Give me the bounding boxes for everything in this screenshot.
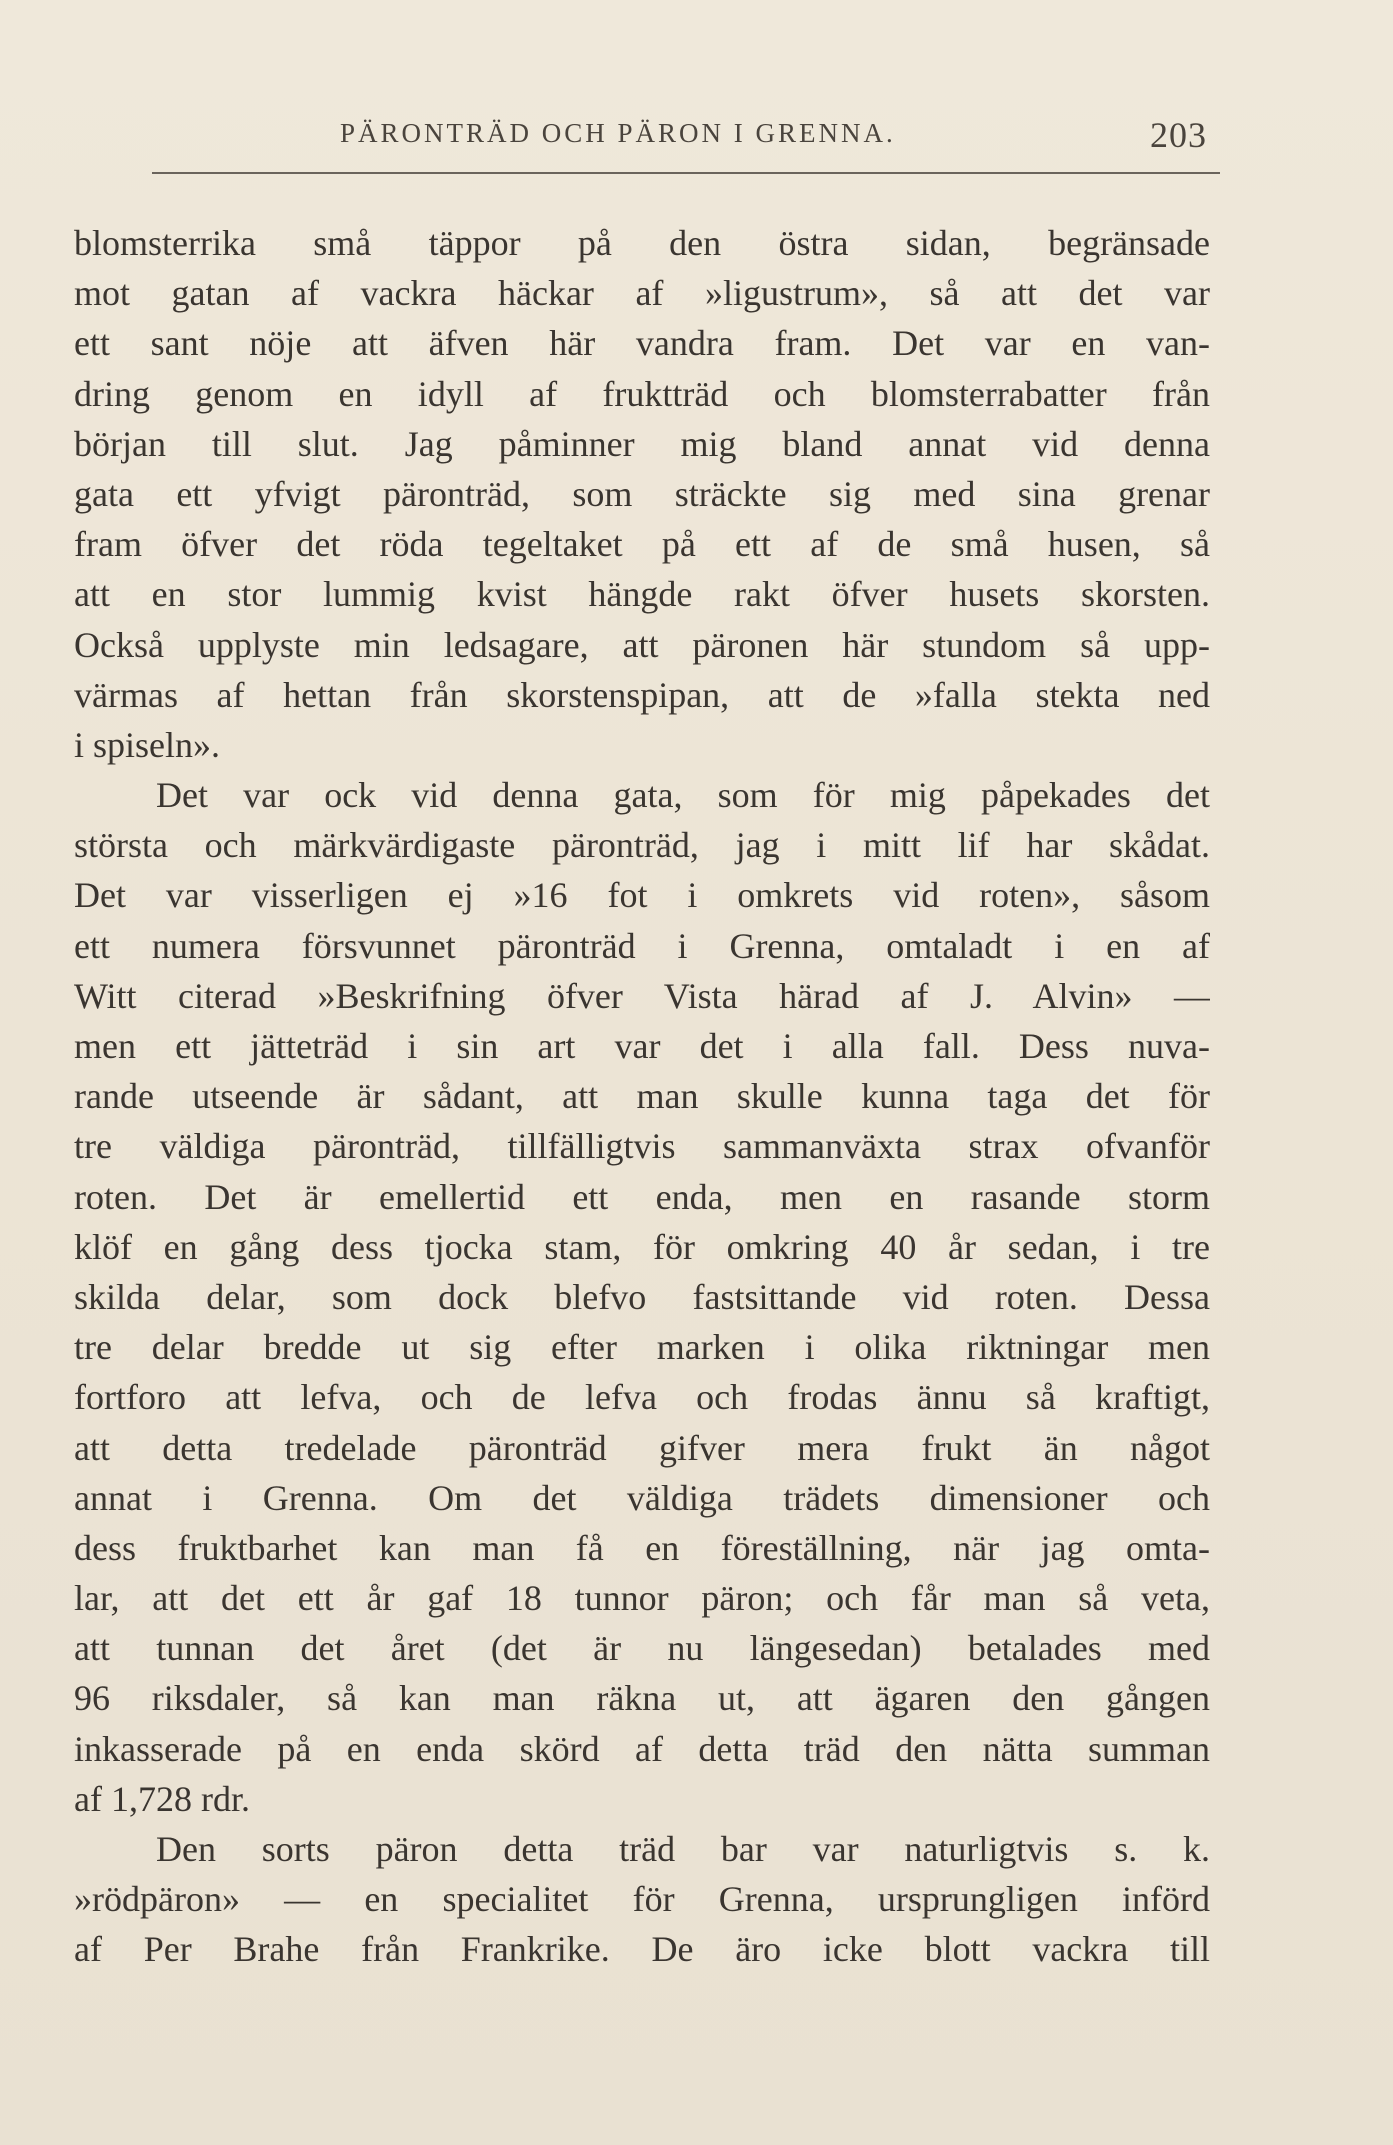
body-text: [74, 218, 1210, 1975]
text-line: af Per Brahe från Frankrike. De äro icke blott vackra till: [74, 1929, 1210, 1970]
header-rule: [152, 172, 1220, 174]
text-line: roten. Det är emellertid ett enda, men en rasande storm: [74, 1176, 1210, 1217]
text-line: att detta tredelade päronträd gifver mera frukt än något: [74, 1427, 1210, 1468]
text-line: största och märkvärdigaste päronträd, jag i mitt lif har skådat.: [74, 825, 1210, 866]
text-line: i spiseln».: [74, 724, 221, 765]
text-line: klöf en gång dess tjocka stam, för omkring 40 år sedan, i tre: [74, 1226, 1210, 1267]
text-line: mot gatan af vackra häckar af »ligustrum», så att det var: [74, 273, 1210, 314]
running-head-title: PÄRONTRÄD OCH PÄRON I GRENNA.: [340, 118, 896, 148]
text-line: ett numera försvunnet päronträd i Grenna, omtaladt i en af: [74, 925, 1210, 966]
text-line: lar, att det ett år gaf 18 tunnor päron; och får man så veta,: [74, 1578, 1210, 1619]
text-line: blomsterrika små täppor på den östra sidan, begränsade: [74, 223, 1210, 263]
text-line: att tunnan det året (det är nu längesedan) betalades med: [74, 1628, 1210, 1669]
text-line: Det var visserligen ej »16 fot i omkrets vid roten», såsom: [74, 875, 1210, 916]
text-line: dring genom en idyll af fruktträd och blomsterrabatter från: [74, 373, 1210, 414]
page-number: 203: [1150, 115, 1207, 155]
text-line: Det var ock vid denna gata, som för mig påpekades det: [156, 775, 1210, 816]
text-line: rande utseende är sådant, att man skulle kunna taga det för: [74, 1076, 1210, 1117]
text-line: fortforo att lefva, och de lefva och frodas ännu så kraftigt,: [74, 1377, 1210, 1418]
text-line: Också upplyste min ledsagare, att päronen här stundom så upp-: [74, 624, 1210, 665]
text-line: Witt citerad »Beskrifning öfver Vista härad af J. Alvin» —: [74, 975, 1210, 1016]
text-line: början till slut. Jag påminner mig bland annat vid denna: [74, 423, 1210, 464]
running-head: [0, 115, 1393, 158]
text-line: »rödpäron» — en specialitet för Grenna, ursprungligen införd: [74, 1879, 1210, 1920]
text-line: att en stor lummig kvist hängde rakt öfver husets skorsten.: [74, 574, 1210, 615]
text-line: fram öfver det röda tegeltaket på ett af de små husen, så: [74, 524, 1210, 565]
text-line: annat i Grenna. Om det väldiga trädets dimensioner och: [74, 1477, 1210, 1518]
text-line: inkasserade på en enda skörd af detta träd den nätta summan: [74, 1728, 1210, 1769]
text-line: tre delar bredde ut sig efter marken i olika riktningar men: [74, 1327, 1210, 1368]
text-line: ett sant nöje att äfven här vandra fram. Det var en van-: [74, 323, 1210, 364]
text-line: dess fruktbarhet kan man få en föreställning, när jag omta-: [74, 1527, 1210, 1568]
text-line: men ett jätteträd i sin art var det i alla fall. Dess nuva-: [74, 1026, 1210, 1066]
text-line: 96 riksdaler, så kan man räkna ut, att ägaren den gången: [74, 1678, 1210, 1719]
text-line: värmas af hettan från skorstenspipan, att de »falla stekta ned: [74, 674, 1210, 715]
text-line: gata ett yfvigt päronträd, som sträckte sig med sina grenar: [74, 473, 1210, 514]
text-line: skilda delar, som dock blefvo fastsittande vid roten. Dessa: [74, 1276, 1210, 1317]
text-line: Den sorts päron detta träd bar var naturligtvis s. k.: [156, 1829, 1210, 1869]
text-line: tre väldiga päronträd, tillfälligtvis sammanväxta strax ofvanför: [74, 1126, 1210, 1167]
text-line: af 1,728 rdr.: [74, 1778, 250, 1819]
